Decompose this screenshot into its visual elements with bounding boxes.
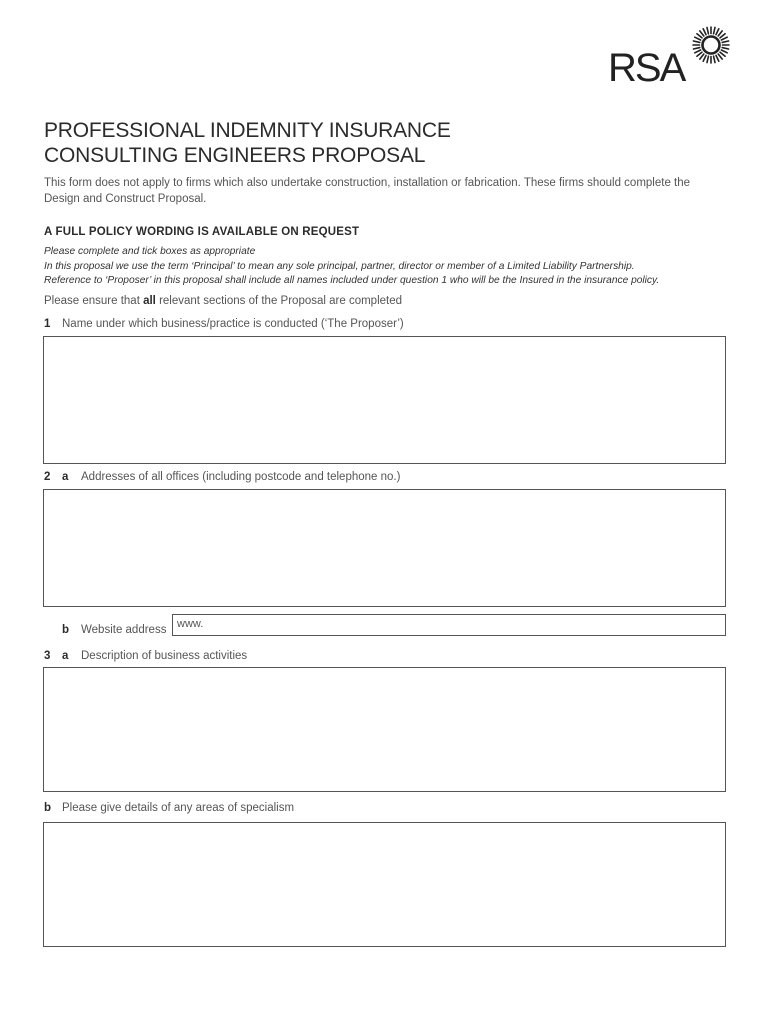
sun-ray [718, 31, 722, 36]
question-text: Addresses of all offices (including postcode and telephone no.) [81, 471, 401, 483]
title-line-1: PROFESSIONAL INDEMNITY INSURANCE [44, 119, 451, 142]
sun-ray [721, 50, 727, 53]
ensure-completed-text [44, 295, 402, 307]
sun-ray [714, 56, 715, 62]
question-text: Description of business activities [81, 650, 248, 662]
sun-ray [693, 41, 699, 42]
logo-text: RSA [608, 46, 685, 90]
question-text: Website address [81, 624, 167, 636]
instructions-notes [44, 245, 744, 289]
rsa-logo [608, 26, 736, 92]
sun-ray [707, 56, 708, 62]
sun-ray [722, 48, 728, 49]
sun-ray [703, 29, 706, 35]
question-3a-label [44, 650, 247, 662]
page-title [44, 118, 451, 168]
business-activities-field[interactable] [43, 667, 726, 792]
sun-ray [720, 52, 725, 56]
sun-ray [721, 37, 727, 40]
sun-ray [703, 55, 706, 61]
sun-ray [693, 48, 699, 49]
question-sub-letter: b [62, 624, 70, 636]
policy-wording-heading: A FULL POLICY WORDING IS AVAILABLE ON REQUEST [44, 226, 360, 238]
intro-line-1: This form does not apply to firms which also undertake construction, installation or fabrication. These firms should complete the [44, 177, 691, 189]
note-line-2: In this proposal we use the term ‘Principal’ to mean any sole principal, partner, director or member of a Limited Liability Partnership. [44, 260, 635, 272]
question-1-label [44, 318, 404, 330]
question-2a-label [44, 471, 400, 483]
question-sub-letter: b [44, 802, 52, 814]
ensure-bold: all [143, 295, 156, 307]
sun-ray [697, 52, 702, 56]
question-sub-letter: a [62, 471, 69, 483]
proposer-name-field[interactable] [43, 336, 726, 464]
sun-ray [697, 34, 702, 38]
note-line-1: Please complete and tick boxes as appropriate [44, 246, 256, 257]
sun-ray [718, 54, 722, 59]
sun-ray [716, 29, 719, 35]
intro-line-2: Design and Construct Proposal. [44, 193, 207, 205]
question-sub-letter: a [62, 650, 69, 662]
title-line-2: CONSULTING ENGINEERS PROPOSAL [44, 144, 426, 167]
question-number: 3 [44, 650, 51, 662]
sun-ray [707, 27, 708, 33]
office-addresses-field[interactable] [43, 489, 726, 607]
intro-text [44, 175, 734, 207]
sun-ray [695, 37, 701, 40]
question-text: Name under which business/practice is conducted (‘The Proposer’) [62, 318, 404, 330]
website-prefill: www. [177, 618, 204, 630]
question-number: 1 [44, 318, 51, 330]
question-text: Please give details of any areas of specialism [62, 802, 295, 814]
ensure-suffix: relevant sections of the Proposal are completed [155, 295, 403, 307]
note-line-3: Reference to ‘Proposer’ in this proposal shall include all names included under question 1 who will be the Insured in the insurance policy. [44, 275, 660, 286]
sun-ray [700, 31, 704, 36]
question-2b-label [62, 624, 166, 636]
question-number: 2 [44, 471, 51, 483]
specialism-details-field[interactable] [43, 822, 726, 947]
sun-ray [722, 41, 728, 42]
question-3b-label [44, 802, 294, 814]
sun-burst-icon [692, 26, 730, 64]
ensure-prefix: Please ensure that [44, 295, 144, 307]
sun-ray [695, 50, 701, 53]
sun-ray [700, 54, 704, 59]
sun-ray [714, 27, 715, 33]
sun-ray [716, 55, 719, 61]
sun-ray [720, 34, 725, 38]
website-address-field[interactable] [172, 614, 726, 636]
